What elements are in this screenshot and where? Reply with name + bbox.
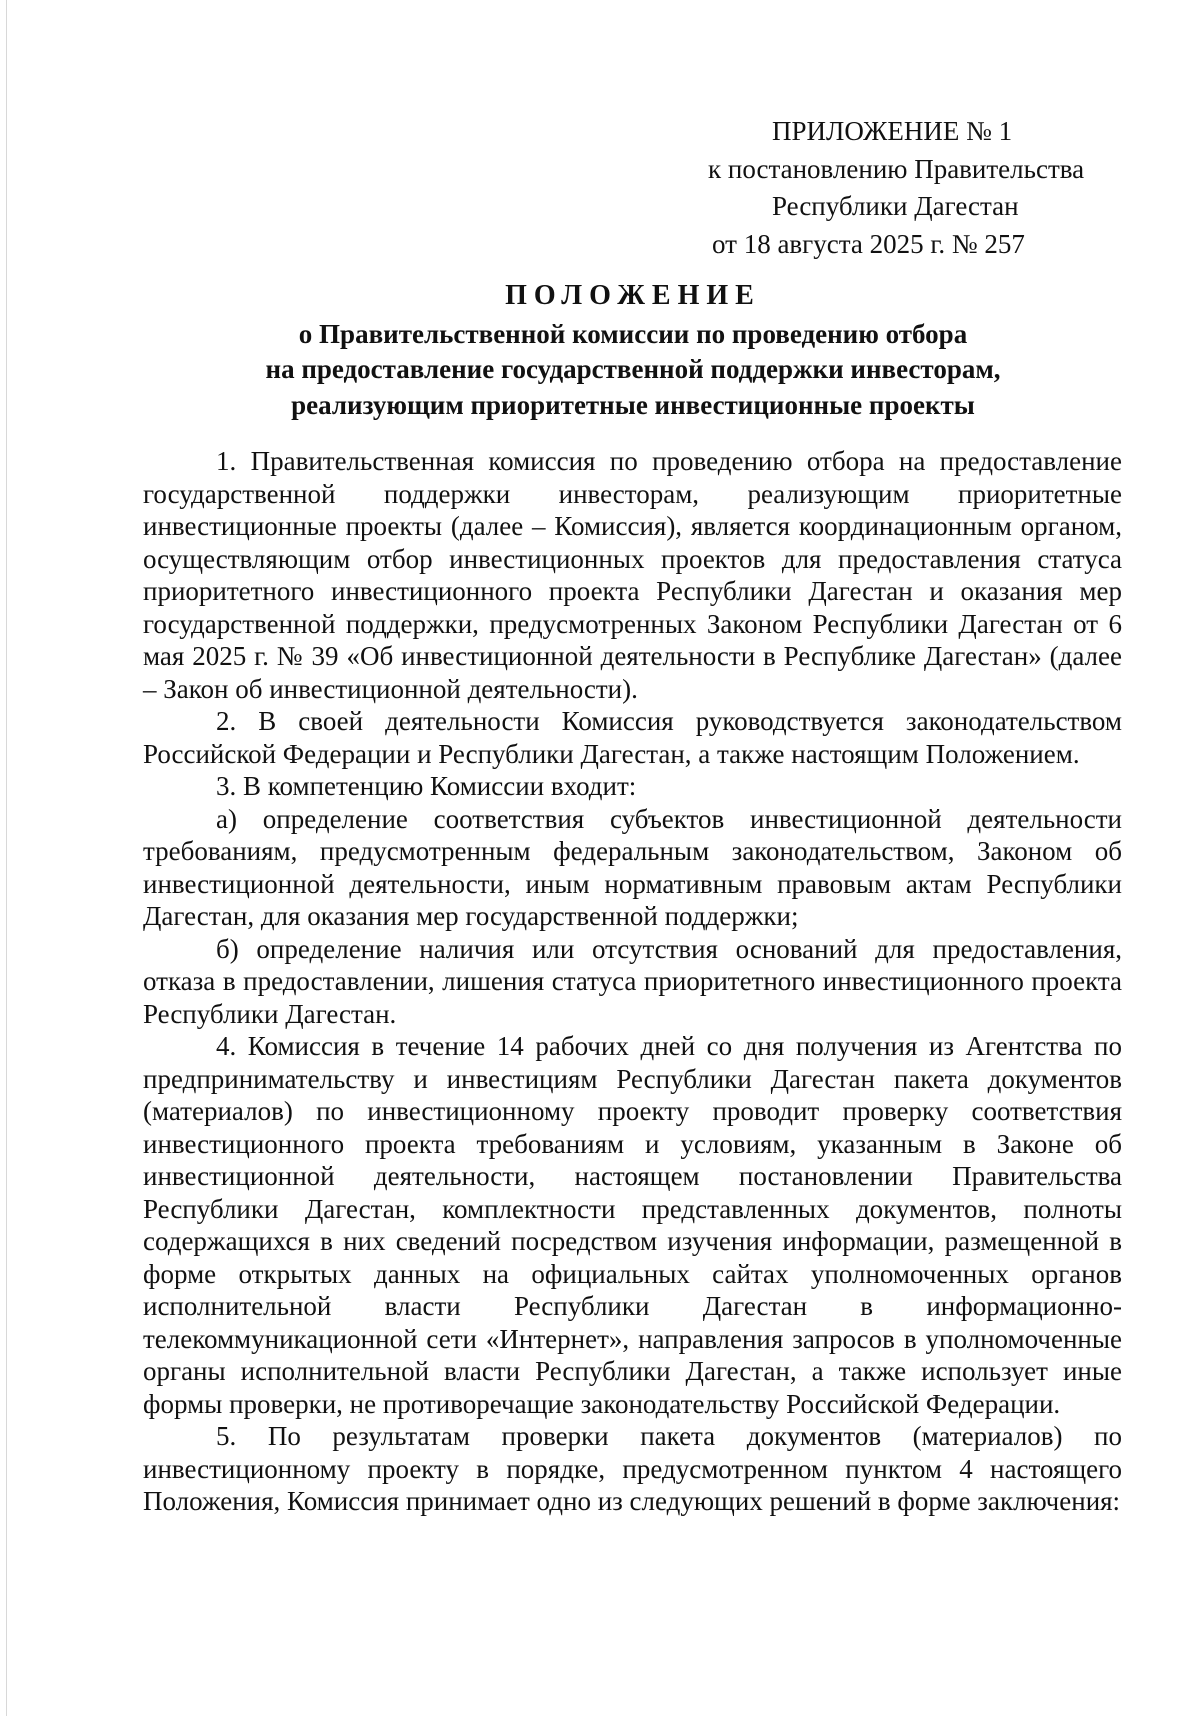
document-title — [143, 278, 1123, 423]
appendix-date: от 18 августа 2025 г. № 257 — [712, 228, 1025, 259]
title-line-2: на предоставление государственной поддержки инвесторам, — [265, 354, 1001, 384]
appendix-republic: Республики Дагестан — [772, 191, 1019, 221]
appendix-number: ПРИЛОЖЕНИЕ № 1 — [772, 116, 1013, 146]
paragraph-3: 3. В компетенцию Комиссии входит: — [216, 771, 637, 801]
scan-edge-line — [6, 0, 7, 1716]
title-line-1: о Правительственной комиссии по проведению отбора — [298, 318, 968, 349]
paragraph-3b: б) определение наличия или отсутствия оснований для предоставления, отказа в предоставлении, лишения статуса приоритетного инвестиционного проекта Республики Дагестан. — [143, 933, 1122, 1029]
appendix-header — [560, 113, 1160, 263]
document-body — [143, 445, 1122, 1518]
title-main: ПОЛОЖЕНИЕ — [505, 280, 761, 311]
paragraph-1: 1. Правительственная комиссия по проведению отбора на предоставление государственной поддержки инвесторам, реализующим приоритетные инвестиционные проекты (далее – Комиссия), является координационным органом, осуществляющим отбор инвестиционных проектов для предоставления статуса приоритетного инвестиционного проекта Республики Дагестан и оказания мер государственной поддержки, предусмотренных Законом Республики Дагестан от 6 мая 2025 г. № 39 «Об инвестиционной деятельности в Республике Дагестан» (далее – Закон об инвестиционной деятельности). — [143, 446, 1122, 704]
paragraph-3a: а) определение соответствия субъектов инвестиционной деятельности требованиям, предусмотренным федеральным законодательством, Законом об инвестиционной деятельности, иным нормативным правовым актам Республики Дагестан, для оказания мер государственной поддержки; — [143, 803, 1122, 931]
paragraph-5: 5. По результатам проверки пакета документов (материалов) по инвестиционному проекту в порядке, предусмотренном пунктом 4 настоящего Положения, Комиссия принимает одно из следующих решений в форме заключения: — [143, 1421, 1122, 1516]
appendix-reference: к постановлению Правительства — [708, 153, 1085, 184]
paragraph-2: 2. В своей деятельности Комиссия руководствуется законодательством Российской Федерации и Республики Дагестан, а также настоящим Положением. — [143, 706, 1122, 769]
paragraph-4: 4. Комиссия в течение 14 рабочих дней со дня получения из Агентства по предпринимательству и инвестициям Республики Дагестан пакета документов (материалов) по инвестиционному проекту проводит проверку соответствия инвестиционного проекта требованиям и условиям, указанным в Законе об инвестиционной деятельности, настоящем постановлении Правительства Республики Дагестан, комплектности представленных документов, полноты содержащихся в них сведений посредством изучения информации, размещенной в форме открытых данных на официальных сайтах уполномоченных органов исполнительной власти Республики Дагестан в информационно-телекоммуникационной сети «Интернет», направления запросов в уполномоченные органы исполнительной власти Республики Дагестан, а также использует иные формы проверки, не противоречащие законодательству Российской Федерации. — [143, 1031, 1122, 1419]
title-line-3: реализующим приоритетные инвестиционные проекты — [291, 389, 975, 420]
